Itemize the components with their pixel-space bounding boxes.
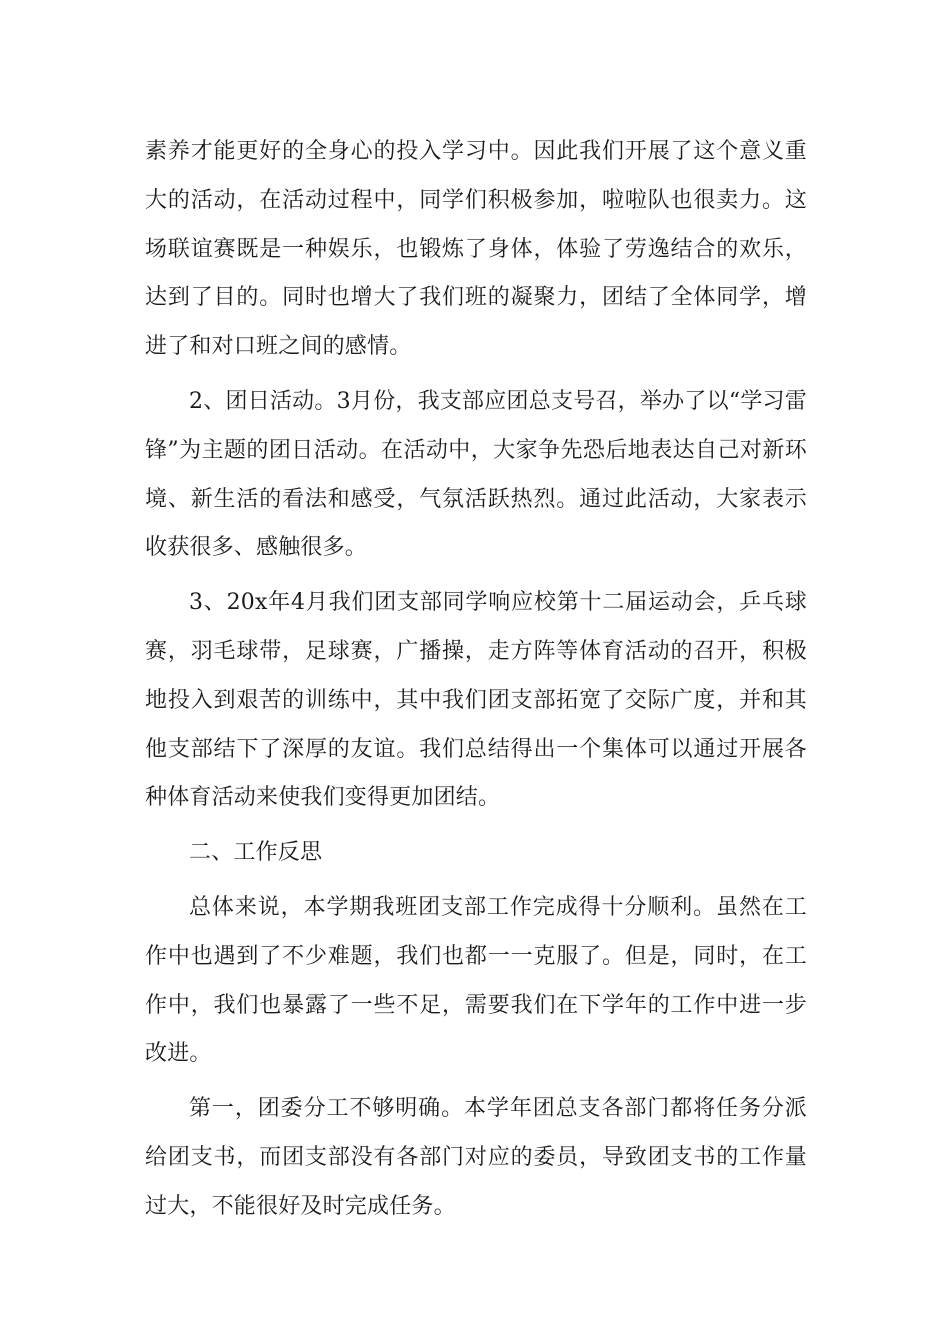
- paragraph-1: 素养才能更好的全身心的投入学习中。因此我们开展了这个意义重大的活动，在活动过程中，同学们积极参加，啦啦队也很卖力。这场联谊赛既是一种娱乐，也锻炼了身体，体验了劳逸结合的欢乐，达到了目的。同时也增大了我们班的凝聚力，团结了全体同学，增进了和对口班之间的感情。: [145, 139, 807, 360]
- paragraph-4: 总体来说，本学期我班团支部工作完成得十分顺利。虽然在工作中也遇到了不少难题，我们也都一一克服了。但是，同时，在工作中，我们也暴露了一些不足，需要我们在下学年的工作中进一步改进。: [145, 894, 807, 1067]
- paragraph-3: 3、20x年4月我们团支部同学响应校第十二届运动会，乒乓球赛，羽毛球带，足球赛，广播操，走方阵等体育活动的召开，积极地投入到艰苦的训练中，其中我们团支部拓宽了交际广度，并和其他支部结下了深厚的友谊。我们总结得出一个集体可以通过开展各种体育活动来使我们变得更加团结。: [145, 590, 807, 811]
- document-body: [145, 128, 807, 1232]
- paragraph-5: 第一，团委分工不够明确。本学年团总支各部门都将任务分派给团支书，而团支部没有各部门对应的委员，导致团支书的工作量过大，不能很好及时完成任务。: [145, 1096, 807, 1219]
- section-heading-work-reflection: 二、工作反思: [189, 840, 323, 866]
- paragraph-2: 2、团日活动。3月份，我支部应团总支号召，举办了以“学习雷锋”为主题的团日活动。在活动中，大家争先恐后地表达自己对新环境、新生活的看法和感受，气氛活跃热烈。通过此活动，大家表示收获很多、感触很多。: [145, 388, 807, 561]
